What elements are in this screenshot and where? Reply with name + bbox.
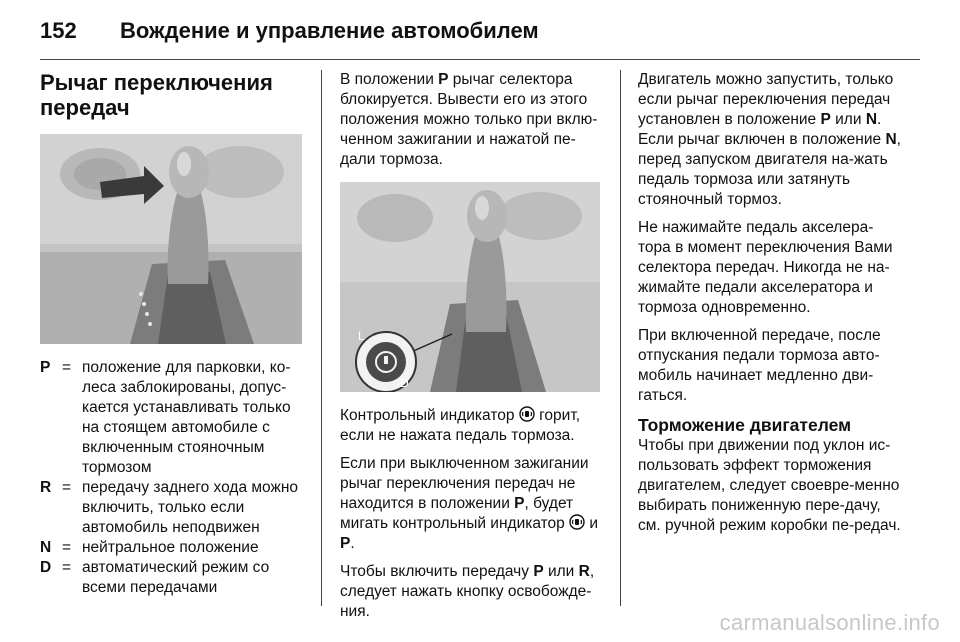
definition-key: D bbox=[40, 559, 52, 576]
page-header bbox=[40, 18, 920, 48]
brake-pedal-warning-icon bbox=[519, 406, 535, 422]
column-1 bbox=[40, 70, 302, 598]
paragraph: Чтобы при движении под уклон ис-пользовать эффект торможения двигателем, следует своевре-менно выбирать пониженную пере-дачу, см. ручной режим коробки пе-редач. bbox=[638, 437, 901, 534]
gear-lever-photo bbox=[40, 134, 302, 344]
column-2 bbox=[340, 70, 602, 630]
definition-text: положение для парковки, ко-леса заблокированы, допус-кается устанавливать только на стоящем автомобиле с включенным стояночным тормозом bbox=[82, 359, 291, 476]
definition-key: R bbox=[40, 479, 52, 496]
paragraph: Не нажимайте педаль акселера-тора в момент переключения Вами селектора передач. Никогда не на-жимайте педали акселератора и тормоза одновременно. bbox=[638, 219, 893, 316]
paragraph: Контрольный индикатор горит, если не нажата педаль тормоза. bbox=[340, 407, 581, 444]
brake-indicator-photo bbox=[340, 182, 600, 392]
definition-text: автоматический режим со всеми передачами bbox=[82, 559, 270, 596]
svg-text:L: L bbox=[358, 329, 365, 343]
definition-key: P bbox=[40, 359, 51, 376]
svg-text:D: D bbox=[400, 376, 409, 390]
paragraph: При включенной передаче, после отпускания педали тормоза авто-мобиль начинает медленно дви-гаться. bbox=[638, 327, 881, 404]
definition-row bbox=[40, 358, 302, 478]
definition-equals: = bbox=[62, 539, 72, 556]
subsection-heading: Торможение двигателем bbox=[638, 415, 852, 435]
page-number: 152 bbox=[40, 18, 77, 43]
page-title: Вождение и управление автомобилем bbox=[120, 18, 539, 43]
definition-equals: = bbox=[62, 479, 72, 496]
brake-pedal-warning-icon bbox=[569, 514, 585, 530]
gear-position-definitions bbox=[40, 358, 302, 598]
paragraph: Если при выключенном зажигании рычаг переключения передач не находится в положении P, будет мигать контрольный индикатор и P. bbox=[340, 455, 599, 552]
definition-text: нейтральное положение bbox=[82, 539, 259, 556]
definition-equals: = bbox=[62, 359, 72, 376]
paragraph: Чтобы включить передачу P или R, следует нажать кнопку освобожде-ния. bbox=[340, 563, 595, 620]
column-divider bbox=[620, 70, 621, 606]
definition-row bbox=[40, 478, 302, 538]
section-heading: Рычаг переключения передач bbox=[40, 70, 273, 120]
column-divider bbox=[321, 70, 322, 606]
definition-equals: = bbox=[62, 559, 72, 576]
definition-key: N bbox=[40, 539, 52, 556]
paragraph: Двигатель можно запустить, только если рычаг переключения передач установлен в положение P или N. Если рычаг включен в положение N, перед запуском двигателя на-жать педаль тормоза или затянуть стояночный тормоз. bbox=[638, 71, 901, 208]
header-rule bbox=[40, 59, 920, 60]
definition-text: передачу заднего хода можно включить, только если автомобиль неподвижен bbox=[82, 479, 299, 536]
definition-row bbox=[40, 538, 302, 558]
paragraph: В положении P рычаг селектора блокируется. Вывести его из этого положения можно только при вклю-ченном зажигании и нажатой пе-дали тормоза. bbox=[340, 71, 598, 168]
watermark: carmanualsonline.info bbox=[719, 610, 940, 635]
definition-row bbox=[40, 558, 302, 598]
column-3 bbox=[638, 70, 904, 544]
